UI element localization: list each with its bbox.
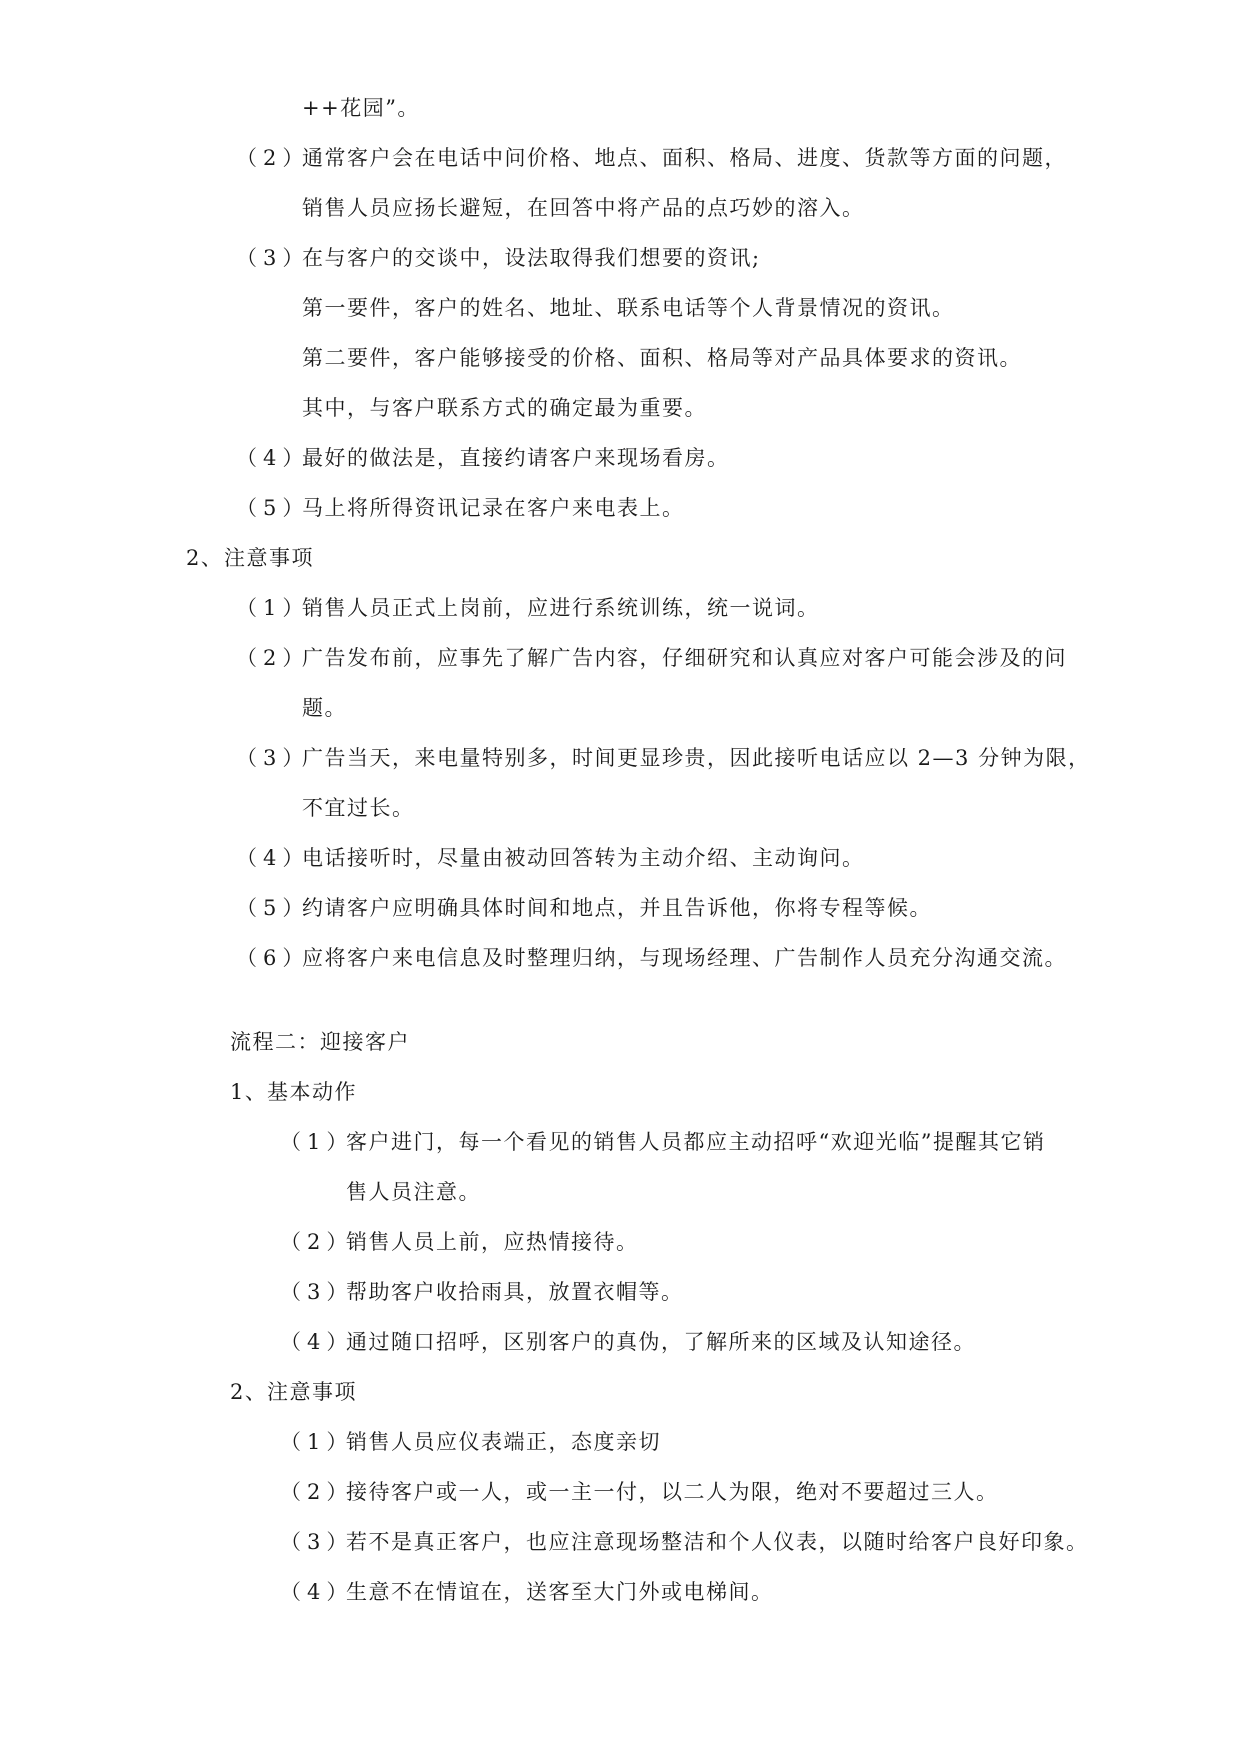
section-heading: 注意事项: [267, 1380, 357, 1404]
item-number: （3）: [236, 746, 310, 770]
item-number: （1）: [280, 1430, 354, 1454]
item-text: 若不是真正客户，也应注意现场整洁和个人仪表，以随时给客户良好印象。: [346, 1530, 1089, 1554]
item-text: 第二要件，客户能够接受的价格、面积、格局等对产品具体要求的资讯。: [302, 346, 1022, 370]
item-text: 接待客户或一人，或一主一付，以二人为限，绝对不要超过三人。: [346, 1480, 999, 1504]
item-text: 电话接听时，尽量由被动回答转为主动介绍、主动询问。: [302, 846, 865, 870]
process-title: 流程二：迎接客户: [230, 1030, 410, 1054]
item-number: （1）: [236, 596, 310, 620]
item-text: 应将客户来电信息及时整理归纳，与现场经理、广告制作人员充分沟通交流。: [302, 946, 1067, 970]
item-number: （6）: [236, 946, 310, 970]
item-text: 马上将所得资讯记录在客户来电表上。: [302, 496, 685, 520]
item-text: 其中，与客户联系方式的确定最为重要。: [302, 396, 707, 420]
item-number: （2）: [280, 1480, 354, 1504]
item-number: （5）: [236, 496, 310, 520]
item-number: （1）: [280, 1130, 354, 1154]
item-text: 销售人员应扬长避短，在回答中将产品的点巧妙的溶入。: [302, 196, 865, 220]
item-number: （4）: [236, 846, 310, 870]
item-text: 销售人员应仪表端正，态度亲切: [346, 1430, 661, 1454]
section-heading: 注意事项: [224, 546, 314, 570]
item-text: 通过随口招呼，区别客户的真伪，了解所来的区域及认知途径。: [346, 1330, 976, 1354]
item-text: 约请客户应明确具体时间和地点，并且告诉他，你将专程等候。: [302, 896, 932, 920]
item-number: （3）: [236, 246, 310, 270]
item-text: 题。: [302, 696, 347, 720]
item-text: 在与客户的交谈中，设法取得我们想要的资讯;: [302, 246, 761, 270]
item-text: 销售人员上前，应热情接待。: [346, 1230, 639, 1254]
item-text: 广告当天，来电量特别多，时间更显珍贵，因此接听电话应以 2—3 分钟为限，: [302, 746, 1091, 770]
item-number: （2）: [236, 646, 310, 670]
item-number: （4）: [280, 1330, 354, 1354]
section-heading-number: 1、: [230, 1080, 268, 1104]
item-text: 客户进门，每一个看见的销售人员都应主动招呼“欢迎光临”提醒其它销: [346, 1130, 1046, 1154]
continuation-text: ++花园”。: [302, 96, 420, 120]
item-number: （4）: [280, 1580, 354, 1604]
item-number: （3）: [280, 1280, 354, 1304]
item-number: （2）: [236, 146, 310, 170]
section-heading: 基本动作: [267, 1080, 357, 1104]
item-text: 售人员注意。: [346, 1180, 481, 1204]
section-heading-number: 2、: [230, 1380, 268, 1404]
item-number: （3）: [280, 1530, 354, 1554]
item-text: 生意不在情谊在，送客至大门外或电梯间。: [346, 1580, 774, 1604]
item-text: 通常客户会在电话中问价格、地点、面积、格局、进度、货款等方面的问题，: [302, 146, 1067, 170]
item-text: 第一要件，客户的姓名、地址、联系电话等个人背景情况的资讯。: [302, 296, 955, 320]
item-text: 销售人员正式上岗前，应进行系统训练，统一说词。: [302, 596, 820, 620]
item-text: 不宜过长。: [302, 796, 415, 820]
item-number: （5）: [236, 896, 310, 920]
item-text: 最好的做法是，直接约请客户来现场看房。: [302, 446, 730, 470]
section-heading-number: 2、: [186, 546, 224, 570]
item-text: 帮助客户收拾雨具，放置衣帽等。: [346, 1280, 684, 1304]
item-number: （4）: [236, 446, 310, 470]
item-text: 广告发布前，应事先了解广告内容，仔细研究和认真应对客户可能会涉及的问: [302, 646, 1067, 670]
item-number: （2）: [280, 1230, 354, 1254]
